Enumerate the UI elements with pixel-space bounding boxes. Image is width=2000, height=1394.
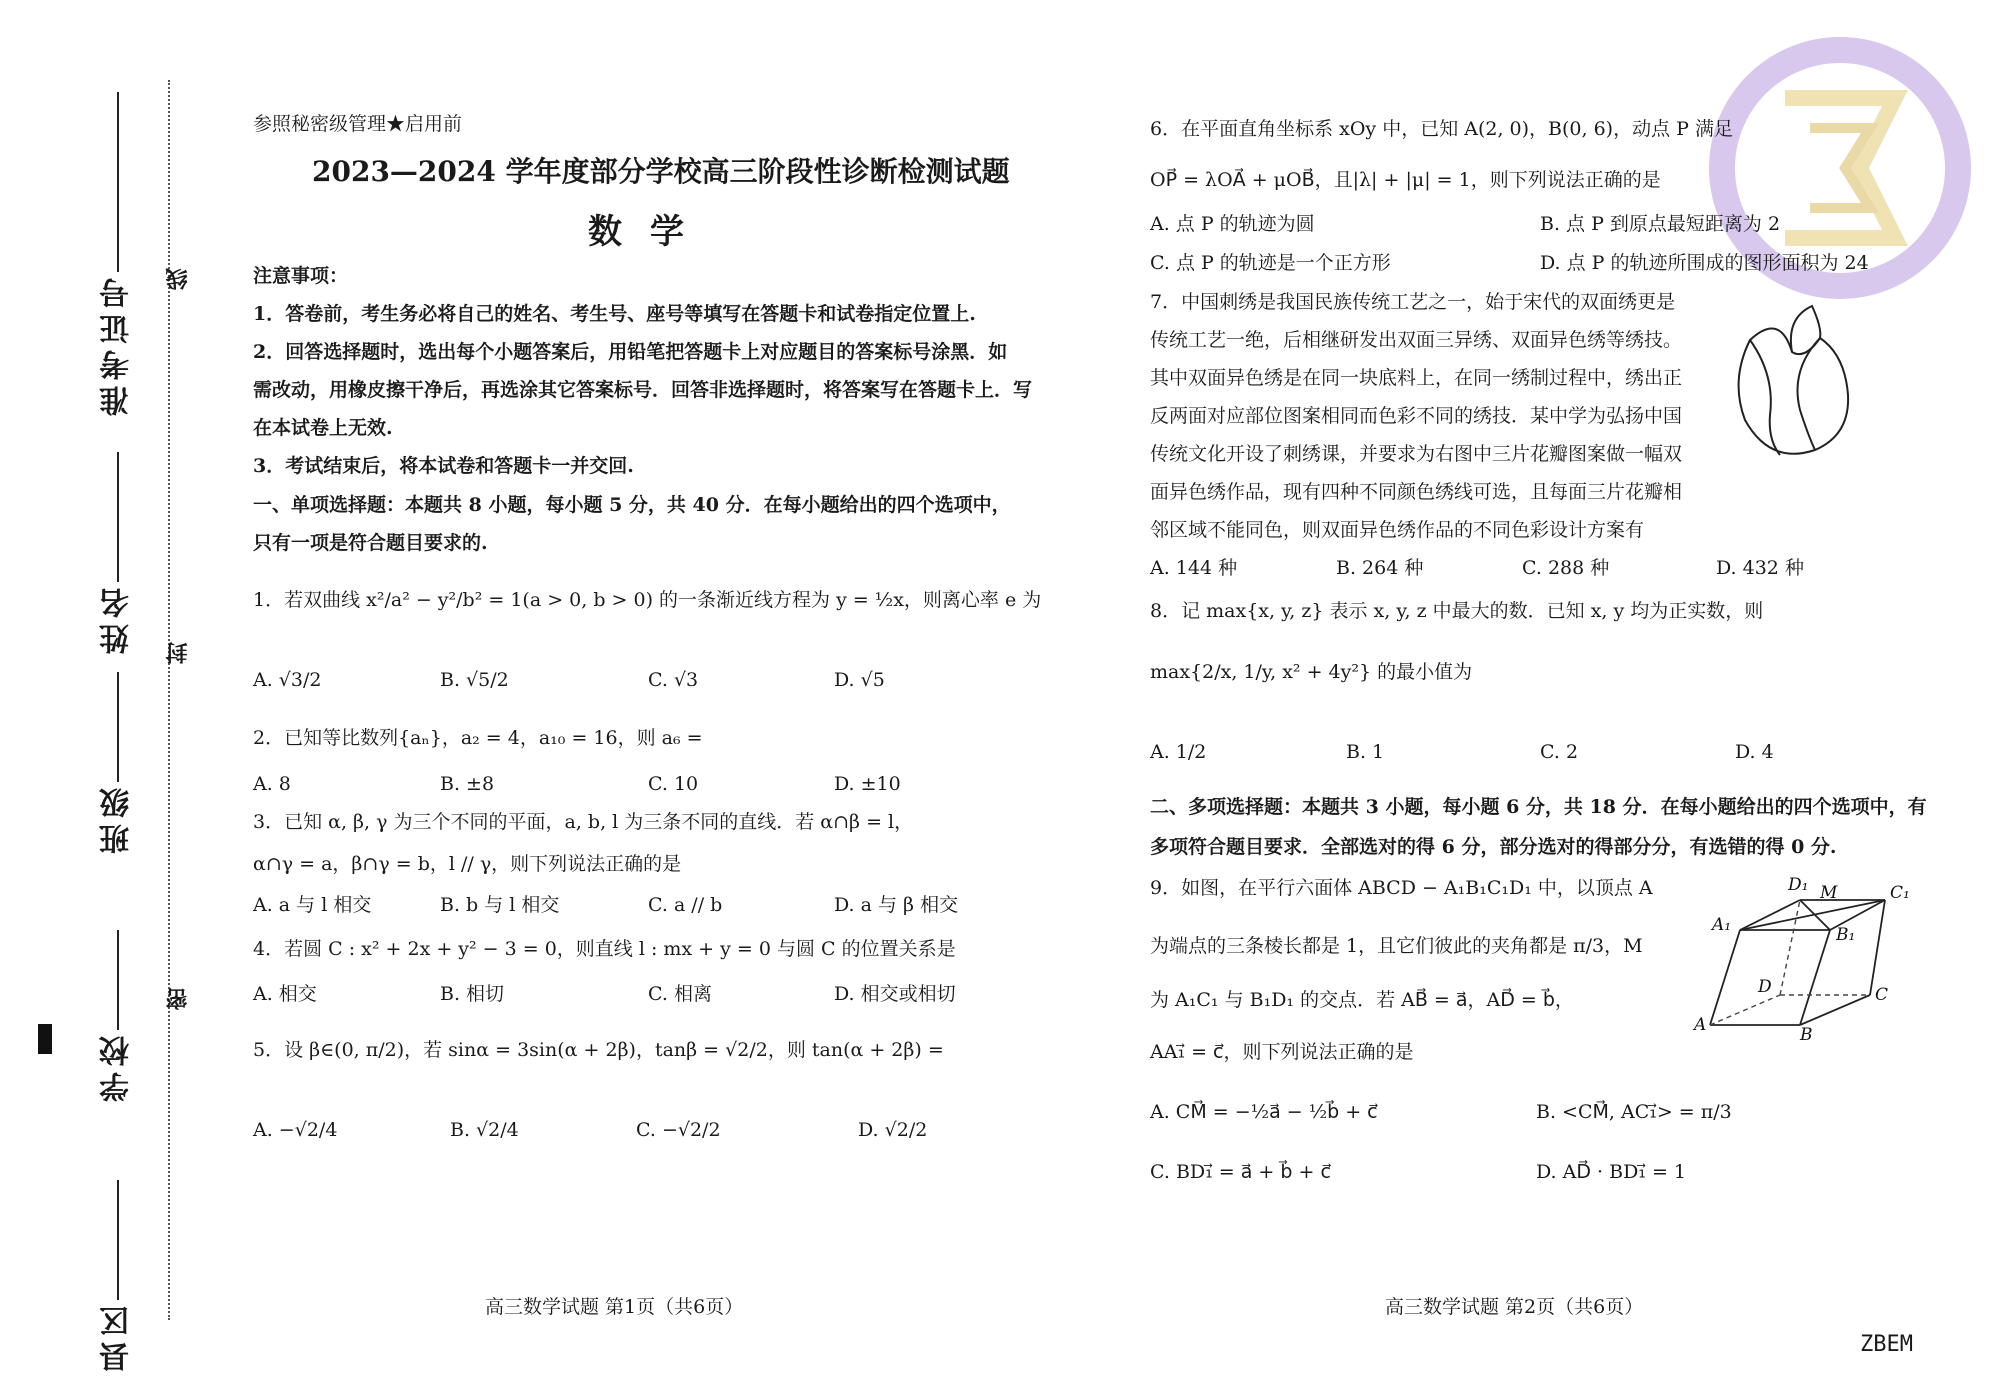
section-heading: 一、单项选择题：本题共 8 小题，每小题 5 分，共 40 分．在每小题给出的四个选项中， [253,494,1011,516]
option: B. b 与 l 相交 [440,894,560,916]
option: D. 点 P 的轨迹所围成的图形面积为 24 [1540,252,1869,274]
question-8: 8．记 max{x, y, z} 表示 x, y, z 中最大的数．已知 x, y 均为正实数，则 [1150,600,1764,622]
question-6: 6．在平面直角坐标系 xOy 中，已知 A(2, 0)，B(0, 6)，动点 P 满足 [1150,118,1733,140]
option: C. 10 [648,773,699,795]
class-field[interactable] [96,672,140,854]
option: A. 144 种 [1150,557,1238,579]
notice-item: 1．答卷前，考生务必将自己的姓名、考生号、座号等填写在答题卡和试卷指定位置上. [253,303,976,325]
option: D. 432 种 [1716,557,1804,579]
question-9-line: 9．如图，在平行六面体 ABCD − A₁B₁C₁D₁ 中，以顶点 A [1150,877,1653,899]
option: A. 8 [253,773,291,795]
option: D. a 与 β 相交 [834,894,959,916]
option: D. 4 [1735,741,1774,763]
name-label: 姓名 [100,582,135,654]
question-7-line: 传统文化开设了刺绣课，并要求为右图中三片花瓣图案做一幅双 [1150,443,1683,465]
three-petal-flower-figure [1720,300,1860,472]
school-label: 学校 [100,1030,135,1102]
page-footer: 高三数学试题 第1页（共6页） [485,1296,744,1318]
notice-item: 在本试卷上无效. [253,417,393,439]
question-7-line: 其中双面异色绣是在同一块底料上，在同一绣制过程中，绣出正 [1150,367,1683,389]
notice-item: 需改动，用橡皮擦干净后，再选涂其它答案标号．回答非选择题时，将答案写在答题卡上．写 [253,379,1033,401]
option: C. BD₁⃗ = a⃗ + b⃗ + c⃗ [1150,1161,1331,1183]
class-label: 班级 [100,782,135,854]
question-3-cont: α∩γ = a，β∩γ = b，l // γ，则下列说法正确的是 [253,853,682,875]
vertex-label: M [1820,883,1838,903]
binding-dotted-line [168,80,170,1320]
question-9-line: 为 A₁C₁ 与 B₁D₁ 的交点．若 AB⃗ = a⃗，AD⃗ = b⃗， [1150,989,1574,1011]
subject-title: 数学 [588,212,712,252]
option: A. √3/2 [253,669,322,691]
school-field[interactable] [96,930,140,1102]
option: C. 相离 [648,983,712,1005]
option: B. 264 种 [1336,557,1424,579]
option: A. a 与 l 相交 [253,894,372,916]
notice-item: 3．考试结束后，将本试卷和答题卡一并交回. [253,455,634,477]
question-3: 3．已知 α, β, γ 为三个不同的平面，a, b, l 为三条不同的直线．若 α∩β = l， [253,811,914,833]
exam-number-label: 准考证号 [100,272,135,416]
question-7-line: 面异色绣作品，现有四种不同颜色绣线可选，且每面三片花瓣相 [1150,481,1683,503]
option: C. a // b [648,894,723,916]
option: D. 相交或相切 [834,983,956,1005]
vertex-label: C₁ [1890,883,1910,903]
option: B. 点 P 到原点最短距离为 2 [1540,213,1781,235]
paper-code: ZBEM [1860,1332,1913,1357]
county-label: 县区 [100,1300,135,1372]
section-heading: 多项符合题目要求．全部选对的得 6 分，部分选对的得部分分，有选错的得 0 分. [1150,836,1837,858]
registration-mark [38,1024,52,1054]
question-2: 2．已知等比数列{aₙ}，a₂ = 4，a₁₀ = 16，则 a₆ = [253,727,703,749]
vertex-label: A [1694,1015,1707,1035]
vertex-label: A₁ [1712,915,1732,935]
option: B. 相切 [440,983,505,1005]
option: D. AD⃗ · BD₁⃗ = 1 [1536,1161,1687,1183]
petal-top [1791,306,1820,352]
option: C. −√2/2 [636,1119,721,1141]
notice-item: 2．回答选择题时，选出每个小题答案后，用铅笔把答题卡上对应题目的答案标号涂黑．如 [253,341,1008,363]
option: C. 点 P 的轨迹是一个正方形 [1150,252,1391,274]
question-9-line: 为端点的三条棱长都是 1，且它们彼此的夹角都是 π/3，M [1150,935,1643,957]
option: A. 点 P 的轨迹为圆 [1150,213,1315,235]
option: B. √5/2 [440,669,509,691]
section-heading: 只有一项是符合题目要求的. [253,532,488,554]
option: B. √2/4 [450,1119,519,1141]
question-7-line: 邻区域不能同色，则双面异色绣作品的不同色彩设计方案有 [1150,519,1645,541]
option: D. √5 [834,669,885,691]
option: A. −√2/4 [253,1119,338,1141]
question-7-line: 传统工艺一绝，后相继研发出双面三异绣、双面异色绣等绣技。 [1150,329,1683,351]
option: D. ±10 [834,773,901,795]
question-9-line: AA₁⃗ = c⃗，则下列说法正确的是 [1150,1041,1414,1063]
option: D. √2/2 [858,1119,928,1141]
option: C. 2 [1540,741,1579,763]
exam-number-field[interactable] [96,92,140,416]
exam-title: 2023—2024 学年度部分学校高三阶段性诊断检测试题 [312,155,1010,188]
question-8-cont: max{2/x, 1/y, x² + 4y²} 的最小值为 [1150,661,1473,683]
vertex-label: D₁ [1788,875,1809,895]
vertex-label: C [1875,985,1889,1005]
name-field[interactable] [96,452,140,654]
question-7-line: 反两面对应部位图案相同而色彩不同的绣技．某中学为弘扬中国 [1150,405,1683,427]
question-1: 1．若双曲线 x²/a² − y²/b² = 1(a > 0, b > 0) 的一条渐近线方程为 y = ½x，则离心率 e 为 [253,589,1042,611]
confidential-note: 参照秘密级管理★启用前 [253,113,463,135]
question-5: 5．设 β∈(0, π/2)，若 sinα = 3sin(α + 2β)，tanβ = √2/2，则 tan(α + 2β) = [253,1039,944,1061]
section-heading: 二、多项选择题：本题共 3 小题，每小题 6 分，共 18 分．在每小题给出的四个选项中，有 [1150,796,1927,818]
notice-heading: 注意事项： [253,265,349,287]
exam-page-2 [1000,0,2000,1394]
question-4: 4．若圆 C : x² + 2x + y² − 3 = 0，则直线 l : mx + y = 0 与圆 C 的位置关系是 [253,938,956,960]
option: A. 相交 [253,983,317,1005]
option: C. 288 种 [1522,557,1610,579]
option: B. <CM⃗, AC₁⃗> = π/3 [1536,1101,1732,1123]
option: A. CM⃗ = −½a⃗ − ½b⃗ + c⃗ [1150,1101,1378,1123]
vertex-label: D [1758,977,1772,997]
vertex-label: B [1800,1025,1813,1040]
page-footer: 高三数学试题 第2页（共6页） [1385,1296,1644,1318]
option: B. 1 [1346,741,1385,763]
option: B. ±8 [440,773,495,795]
petal-left [1750,340,1780,455]
seal-feng-char: 封 [165,642,191,664]
option: A. 1/2 [1150,741,1207,763]
county-field[interactable] [96,1180,140,1372]
question-6-cont: OP⃗ = λOA⃗ + μOB⃗，且|λ| + |μ| = 1，则下列说法正确的是 [1150,169,1661,191]
question-7-line: 7．中国刺绣是我国民族传统工艺之一，始于宋代的双面绣更是 [1150,291,1676,313]
seal-line-char: 线 [165,268,191,290]
seal-mi-char: 密 [165,988,191,1010]
parallelepiped-figure [1670,870,1930,1040]
vertex-label: B₁ [1836,925,1856,945]
option: C. √3 [648,669,699,691]
